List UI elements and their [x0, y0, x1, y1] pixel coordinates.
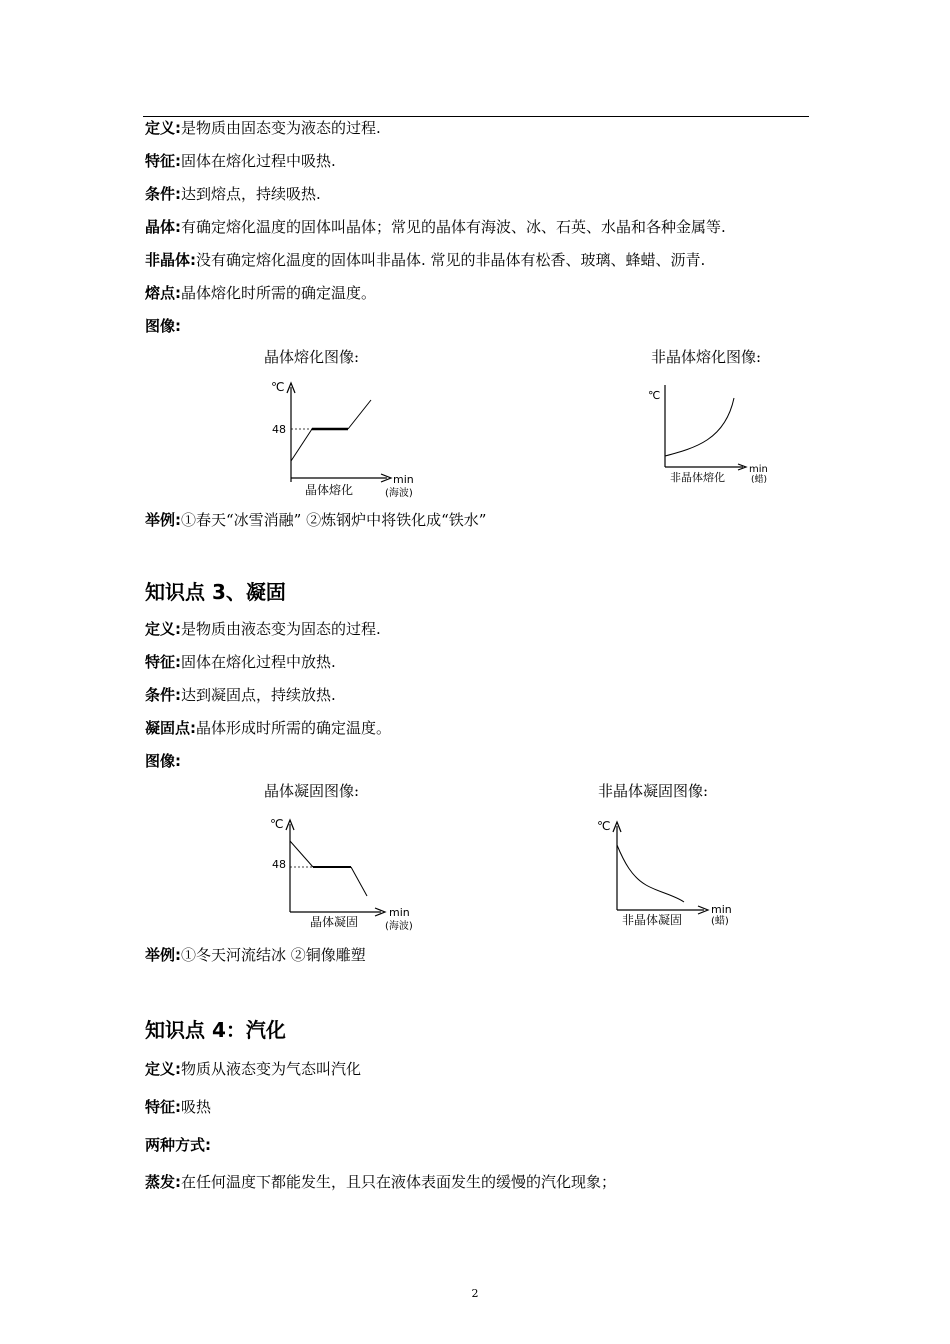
y-unit: ℃ [270, 817, 284, 831]
solidifying-examples: 举例:①冬天河流结冰 ②铜像雕塑 [145, 946, 366, 964]
header-rule [143, 116, 809, 117]
vaporization-feature: 特征:吸热 [145, 1098, 212, 1116]
amorphous-melting-graph [645, 378, 785, 493]
substance-label: (海波) [385, 488, 413, 499]
section-heading-solidifying: 知识点 3、凝固 [145, 580, 286, 604]
amorphous-definition: 非晶体:没有确定熔化温度的固体叫非晶体. 常见的非晶体有松香、玻璃、蜂蜡、沥青. [145, 251, 706, 269]
solidifying-feature: 特征:固体在熔化过程中放热. [145, 653, 336, 671]
x-label: 非晶体熔化 [670, 471, 725, 484]
crystal-melting-graph [265, 375, 435, 505]
y-unit: ℃ [597, 819, 611, 833]
x-unit: min [389, 906, 410, 919]
substance-label: (海波) [385, 921, 413, 932]
vaporization-definition: 定义:物质从液态变为气态叫汽化 [145, 1060, 362, 1078]
solidifying-definition: 定义:是物质由液态变为固态的过程. [145, 620, 381, 638]
substance-label: (蜡) [711, 916, 729, 927]
section-heading-vaporization: 知识点 4：汽化 [145, 1018, 286, 1042]
amorphous-solidifying-graph [596, 812, 746, 937]
melting-feature: 特征:固体在熔化过程中吸热. [145, 152, 336, 170]
vaporization-methods: 两种方式: [145, 1136, 211, 1154]
x-label: 晶体熔化 [305, 483, 354, 497]
y-tick-48: 48 [272, 858, 286, 871]
page-number: 2 [471, 1287, 479, 1300]
y-unit: ℃ [648, 389, 661, 402]
crystal-melting-caption: 晶体熔化图像: [264, 348, 360, 366]
solidifying-condition: 条件:达到凝固点，持续放热. [145, 686, 336, 704]
melting-condition: 条件:达到熔点，持续吸热. [145, 185, 321, 203]
x-label: 非晶体凝固 [622, 913, 683, 927]
crystal-solidifying-graph [265, 812, 435, 937]
freezing-point-definition: 凝固点:晶体形成时所需的确定温度。 [145, 719, 392, 737]
y-tick-48: 48 [272, 423, 286, 436]
crystal-definition: 晶体:有确定熔化温度的固体叫晶体；常见的晶体有海波、冰、石英、水晶和各种金属等. [145, 218, 726, 236]
melting-graph-label: 图像: [145, 317, 181, 335]
melting-point-definition: 熔点:晶体熔化时所需的确定温度。 [145, 284, 377, 302]
x-unit: min [393, 473, 414, 486]
x-unit: min [749, 464, 768, 475]
x-label: 晶体凝固 [310, 915, 359, 929]
substance-label: (蜡) [751, 475, 768, 485]
y-unit: ℃ [271, 380, 285, 394]
solidifying-graph-label: 图像: [145, 752, 181, 770]
evaporation-definition: 蒸发:在任何温度下都能发生，且只在液体表面发生的缓慢的汽化现象； [145, 1173, 617, 1191]
melting-definition: 定义:是物质由固态变为液态的过程. [145, 119, 381, 137]
melting-examples: 举例:①春天“冰雪消融” ②炼钢炉中将铁化成“铁水” [145, 511, 487, 529]
amorphous-solidifying-caption: 非晶体凝固图像: [598, 782, 709, 800]
crystal-solidifying-caption: 晶体凝固图像: [264, 782, 360, 800]
amorphous-melting-caption: 非晶体熔化图像: [651, 348, 762, 366]
x-unit: min [711, 903, 732, 916]
